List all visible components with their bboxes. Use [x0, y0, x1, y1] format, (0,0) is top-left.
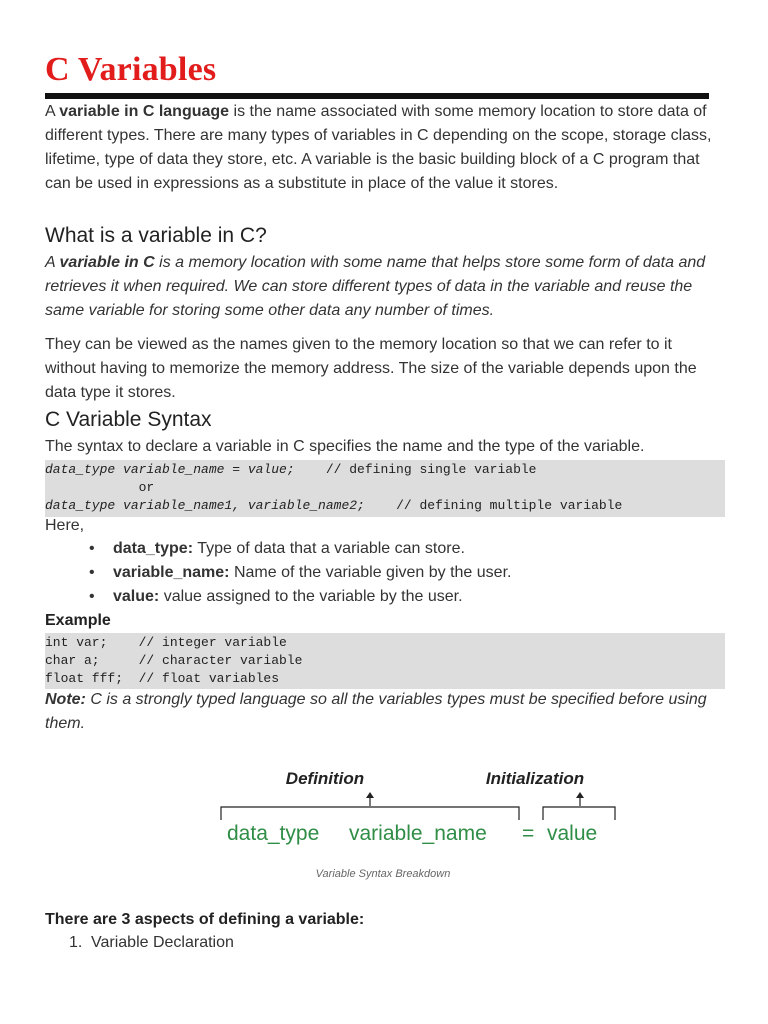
diagram-definition-label: Definition — [285, 769, 365, 788]
intro-text: is the name associated with some memory location to store data of different types. There are many types of variables in C depending on the scope, storage class, lifetime, type of data they store, etc. A variable is the basic building block of a C program that can be used in expressions as a substitute in place of the value it stores. — [45, 103, 712, 192]
syntax-terms-list — [45, 537, 721, 609]
bullet-icon: • — [89, 540, 95, 557]
note-label: Note: — [45, 691, 86, 708]
example-heading: Example — [45, 612, 111, 629]
heading-variable-syntax: C Variable Syntax — [45, 408, 212, 431]
definition-bold-term: variable in C — [59, 254, 155, 271]
code-line: char a; // character variable — [45, 653, 303, 668]
aspects-list — [45, 931, 234, 955]
definition-bracket — [221, 807, 519, 820]
here-label: Here, — [45, 517, 85, 534]
diagram-word-equals: = — [522, 822, 535, 845]
term-data-type: data_type: — [113, 540, 194, 557]
list-item — [45, 931, 234, 955]
term-value: value: — [113, 588, 160, 605]
code-single-declaration: data_type variable_name = value; — [45, 462, 295, 477]
note-paragraph — [45, 688, 721, 736]
list-number: 1. — [69, 934, 83, 951]
initialization-arrow-icon — [576, 792, 584, 806]
term-variable-name: variable_name: — [113, 564, 230, 581]
syntax-intro-paragraph: The syntax to declare a variable in C specifies the name and the type of the variable. — [45, 438, 645, 455]
definition-arrow-icon — [366, 792, 374, 806]
diagram-caption: Variable Syntax Breakdown — [315, 868, 451, 880]
example-code-block — [45, 633, 725, 689]
aspects-heading: There are 3 aspects of defining a variable: — [45, 911, 365, 928]
term-description: Type of data that a variable can store. — [193, 540, 465, 557]
heading-what-is-variable: What is a variable in C? — [45, 224, 267, 247]
definition-paragraph — [45, 251, 721, 323]
bullet-icon: • — [89, 564, 95, 581]
variable-syntax-diagram — [175, 762, 635, 854]
note-text: C is a strongly typed language so all the variables types must be specified before using them. — [45, 691, 707, 732]
intro-bold-term: variable in C language — [59, 103, 230, 120]
aspect-label: Variable Declaration — [91, 934, 234, 951]
list-item — [45, 585, 721, 609]
intro-paragraph — [45, 100, 721, 196]
code-line-or: or — [45, 480, 155, 495]
code-line: int var; // integer variable — [45, 635, 287, 650]
diagram-initialization-label: Initialization — [485, 769, 585, 788]
page-title: C Variables — [45, 51, 217, 88]
title-underline — [45, 93, 709, 99]
code-multiple-comment: // defining multiple variable — [364, 498, 623, 513]
diagram-word-variable-name: variable_name — [349, 822, 487, 845]
diagram-word-value: value — [547, 822, 598, 845]
code-multiple-declaration: data_type variable_name1, variable_name2; — [45, 498, 365, 513]
definition-prefix: A — [45, 254, 60, 271]
memory-location-paragraph: They can be viewed as the names given to the memory location so that we can refer to it without having to memorize the memory address. The size of the variable depends upon the data type it stores. — [45, 336, 697, 401]
code-line: float fff; // float variables — [45, 671, 280, 686]
bullet-icon: • — [89, 588, 95, 605]
list-item — [45, 561, 721, 585]
term-description: Name of the variable given by the user. — [229, 564, 512, 581]
code-line-multiple — [45, 497, 725, 515]
syntax-code-block — [45, 460, 725, 517]
definition-text: is a memory location with some name that helps store some form of data and retrieves it when required. We can store different types of data in the variable and reuse the same variable for storing some other data any number of times. — [45, 254, 706, 319]
diagram-word-data-type: data_type — [227, 822, 320, 845]
code-line-single — [45, 461, 725, 479]
code-single-comment: // defining single variable — [294, 462, 537, 477]
term-description: value assigned to the variable by the user. — [159, 588, 463, 605]
list-item — [45, 537, 721, 561]
intro-prefix: A — [45, 103, 60, 120]
initialization-bracket — [543, 807, 615, 820]
